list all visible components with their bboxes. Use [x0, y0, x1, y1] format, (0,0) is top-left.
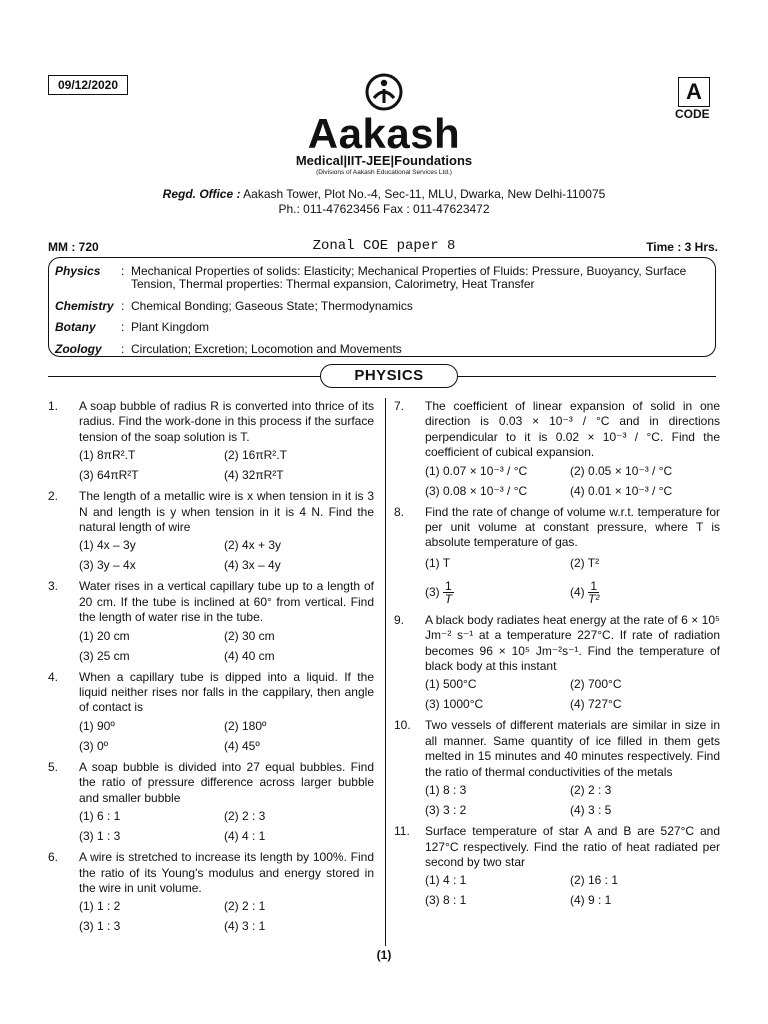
- syllabus-subject: Physics: [55, 264, 101, 278]
- syllabus-subject: Chemistry: [55, 299, 114, 313]
- question-11: [394, 824, 720, 910]
- question-number: 2.: [48, 489, 59, 504]
- question-number: 4.: [48, 669, 59, 684]
- fraction-one-over-t-squared: [588, 580, 599, 605]
- question-text: A soap bubble of radius R is converted into thrice of its radius. Find the work-done in this process if the surface tension of the soap solution is T.: [79, 399, 374, 444]
- fraction-denominator: T²: [588, 592, 600, 607]
- question-options: [79, 445, 374, 485]
- question-4: [48, 670, 374, 756]
- question-options: [425, 870, 720, 910]
- registered-office: [0, 187, 768, 201]
- option-1: (1) 20 cm: [79, 628, 130, 643]
- question-number: 8.: [394, 504, 405, 519]
- paper-title: Zonal COE paper 8: [312, 238, 456, 254]
- syllabus-colon: :: [121, 320, 125, 334]
- option-1: (1) 6 : 1: [79, 809, 121, 824]
- option-3: (3) 0.08 × 10⁻³ / °C: [425, 483, 528, 498]
- option-2: (2) 0.05 × 10⁻³ / °C: [570, 463, 673, 478]
- question-text: When a capillary tube is dipped into a liquid. If the liquid neither rises nor falls in the cappilary, then angle of contact is: [79, 669, 374, 715]
- question-text: A black body radiates heat energy at the rate of 6 × 10⁵ Jm⁻² s⁻¹ at a temperature 227°C. If rate of radiation becomes 96 × 10⁵ Jm⁻²s⁻¹. Find the temperature of black body at this instant: [425, 612, 720, 674]
- questions-left-column: [48, 399, 374, 940]
- option-1: (1) 8 : 3: [425, 783, 467, 798]
- option-3: (3) 0º: [79, 738, 109, 753]
- question-2: [48, 489, 374, 575]
- option-4-label: (4): [570, 584, 585, 599]
- question-text: Two vessels of different materials are similar in size in all manner. Same quantity of ice filled in them gets melted in 15 minutes and 40 minutes respectively. Find the ratio of thermal conductivities of the metals: [425, 718, 720, 779]
- fraction-one-over-t: [443, 580, 454, 605]
- question-options: [425, 674, 720, 714]
- syllabus-colon: :: [121, 342, 125, 356]
- option-3: (3) 25 cm: [79, 648, 130, 663]
- exam-duration: Time : 3 Hrs.: [646, 240, 718, 254]
- question-options: [79, 626, 374, 666]
- question-text: Surface temperature of star A and B are 527°C and 127°C respectively. Find the ratio of heat radiated per second by two star: [425, 824, 720, 869]
- paper-code-letter: A: [678, 77, 710, 107]
- option-4: (4) 4 : 1: [224, 829, 266, 844]
- office-address: Aakash Tower, Plot No.-4, Sec-11, MLU, Dwarka, New Delhi-110075: [240, 187, 606, 201]
- fraction-denominator: T: [444, 592, 453, 607]
- option-1: (1) 0.07 × 10⁻³ / °C: [425, 463, 528, 478]
- brand-sub-tagline: (Divisions of Aakash Educational Services Ltd.): [316, 169, 452, 176]
- option-3-label: (3): [425, 584, 440, 599]
- option-4: (4) 3 : 5: [570, 803, 612, 818]
- brand-name: Aakash: [307, 110, 461, 157]
- question-7: [394, 399, 720, 501]
- question-number: 9.: [394, 612, 405, 627]
- section-heading: PHYSICS: [320, 364, 458, 388]
- option-4: (4) 3x – 4y: [224, 558, 281, 573]
- option-3: (3) 3 : 2: [425, 803, 467, 818]
- option-2: (2) 4x + 3y: [224, 538, 282, 553]
- paper-code-label: CODE: [675, 107, 710, 121]
- syllabus-subject: Zoology: [55, 342, 102, 356]
- question-10: [394, 718, 720, 820]
- fraction-numerator: 1: [588, 580, 599, 593]
- max-marks: MM : 720: [48, 240, 99, 254]
- syllabus-colon: :: [121, 264, 125, 278]
- question-number: 1.: [48, 399, 59, 413]
- option-3: [425, 575, 570, 609]
- option-4: (4) 32πR²T: [224, 468, 284, 483]
- question-1: [48, 399, 374, 485]
- option-4: (4) 9 : 1: [570, 893, 612, 908]
- question-text: A soap bubble is divided into 27 equal bubbles. Find the ratio of pressure difference across larger bubble and smaller bubble: [79, 759, 374, 805]
- option-2: (2) T²: [570, 555, 600, 570]
- option-4: (4) 40 cm: [224, 648, 275, 663]
- syllabus-colon: :: [121, 299, 125, 313]
- syllabus-box: [48, 257, 716, 357]
- option-4: (4) 45º: [224, 738, 260, 753]
- option-4: (4) 3 : 1: [224, 919, 266, 934]
- option-1: (1) 500°C: [425, 677, 477, 692]
- question-options: [79, 716, 374, 756]
- question-options: [425, 780, 720, 820]
- question-6: [48, 850, 374, 936]
- option-2: (2) 16 : 1: [570, 873, 619, 888]
- question-number: 11.: [394, 824, 410, 839]
- option-3: (3) 8 : 1: [425, 893, 467, 908]
- syllabus-topics: Mechanical Properties of solids: Elasticity; Mechanical Properties of Fluids: Pressure, Buoyancy, Surface Tension, Thermal properties: Thermal expansion, Calorimetry, Heat Transfer: [131, 264, 687, 291]
- question-options: [425, 551, 720, 609]
- question-3: [48, 579, 374, 665]
- question-text: A wire is stretched to increase its length by 100%. Find the ratio of its Young's modulus and energy stored in the wire in unit volume.: [79, 850, 374, 895]
- option-2: (2) 16πR².T: [224, 448, 287, 463]
- question-9: [394, 613, 720, 715]
- option-3: (3) 1 : 3: [79, 829, 121, 844]
- question-8: [394, 505, 720, 609]
- exam-date: 09/12/2020: [48, 75, 128, 95]
- question-options: [79, 896, 374, 936]
- logo-emblem-icon: [364, 72, 404, 112]
- question-options: [425, 461, 720, 501]
- questions-right-column: [394, 399, 720, 914]
- question-text: Water rises in a vertical capillary tube up to a length of 20 cm. If the tube is inclined at 60° from vertical. Find the length of water rise in the tube.: [79, 579, 374, 625]
- page-number: (1): [376, 948, 392, 962]
- option-2: (2) 2 : 3: [224, 809, 266, 824]
- option-1: (1) 1 : 2: [79, 899, 121, 914]
- option-2: (2) 2 : 1: [224, 899, 266, 914]
- question-options: [79, 806, 374, 846]
- syllabus-topics: Circulation; Excretion; Locomotion and Movements: [131, 342, 402, 356]
- question-text: The coefficient of linear expansion of solid in one direction is 0.03 × 10⁻³ / °C and in directions perpendicular to it is 0.02 × 10⁻³ / °C. Find the coefficient of cubical expansion.: [425, 399, 720, 460]
- question-number: 6.: [48, 850, 59, 865]
- question-options: [79, 535, 374, 575]
- question-number: 10.: [394, 718, 411, 733]
- option-3: (3) 1000°C: [425, 697, 484, 712]
- option-3: (3) 64πR²T: [79, 468, 139, 483]
- option-1: (1) T: [425, 555, 451, 570]
- question-text: Find the rate of change of volume w.r.t. temperature for per unit volume at constant pressure, where T is absolute temperature of gas.: [425, 504, 720, 550]
- option-2: (2) 700°C: [570, 677, 622, 692]
- option-3: (3) 3y – 4x: [79, 558, 136, 573]
- phone-fax: Ph.: 011-47623456 Fax : 011-47623472: [278, 202, 490, 216]
- option-1: (1) 4 : 1: [425, 873, 467, 888]
- option-1: (1) 8πR².T: [79, 448, 136, 463]
- question-number: 7.: [394, 399, 405, 413]
- option-4: [570, 575, 715, 609]
- question-5: [48, 760, 374, 846]
- option-2: (2) 180º: [224, 718, 267, 733]
- question-number: 5.: [48, 759, 59, 774]
- syllabus-subject: Botany: [55, 320, 96, 334]
- syllabus-topics: Plant Kingdom: [131, 320, 210, 334]
- option-4: (4) 0.01 × 10⁻³ / °C: [570, 483, 673, 498]
- option-3: (3) 1 : 3: [79, 919, 121, 934]
- brand-tagline: Medical|IIT-JEE|Foundations: [295, 153, 473, 168]
- option-2: (2) 2 : 3: [570, 783, 612, 798]
- option-2: (2) 30 cm: [224, 628, 275, 643]
- office-label: Regd. Office :: [162, 187, 241, 201]
- question-text: The length of a metallic wire is x when tension in it is 3 N and length is y when tension in it is 4 N. Find the natural length of wire: [79, 489, 374, 535]
- fraction-numerator: 1: [445, 579, 452, 594]
- question-number: 3.: [48, 579, 59, 594]
- option-1: (1) 90º: [79, 718, 115, 733]
- column-divider: [385, 398, 386, 946]
- option-1: (1) 4x – 3y: [79, 538, 136, 553]
- syllabus-topics: Chemical Bonding; Gaseous State; Thermodynamics: [131, 299, 413, 313]
- option-4: (4) 727°C: [570, 697, 622, 712]
